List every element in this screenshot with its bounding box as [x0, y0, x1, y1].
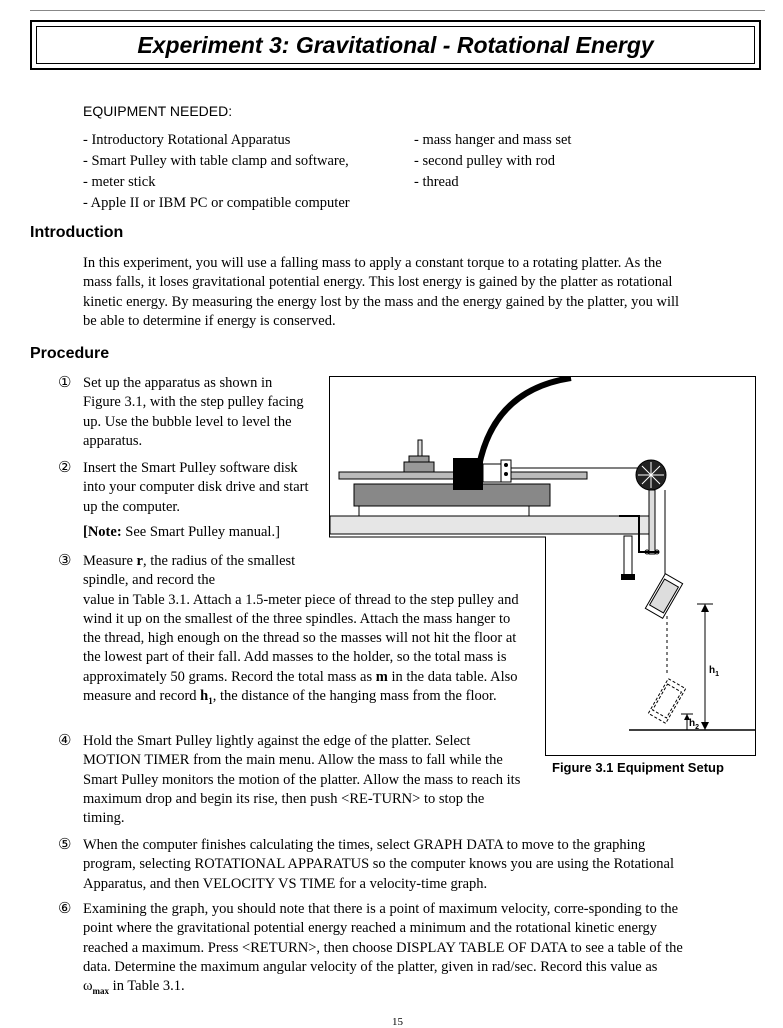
- equipment-setup-figure: [329, 376, 756, 756]
- step-1-text: Set up the apparatus as shown in Figure 3.1, with the step pulley facing up. Use the bubble level to level the apparatus.: [83, 375, 304, 449]
- list-item: - Introductory Rotational Apparatus: [83, 132, 291, 148]
- step-number: ①: [58, 375, 72, 391]
- list-item: - second pulley with rod: [414, 153, 555, 169]
- step-number: ⑥: [58, 901, 72, 917]
- list-item: - Apple II or IBM PC or compatible computer: [83, 195, 350, 211]
- equipment-list-left: [83, 130, 350, 214]
- figure-caption: Figure 3.1 Equipment Setup: [552, 760, 724, 775]
- table-top: [330, 516, 650, 534]
- h2-label: $h_2$: [689, 718, 700, 731]
- step-number: ④: [58, 733, 72, 749]
- step-number: ②: [58, 460, 72, 476]
- hanging-mass-bottom: [648, 679, 685, 724]
- procedure-heading: Procedure: [30, 345, 110, 362]
- equipment-heading: EQUIPMENT NEEDED:: [83, 103, 233, 119]
- step-3-text-top: Measure r, the radius of the smallest spindle, and record the: [83, 553, 296, 589]
- list-item: - mass hanger and mass set: [414, 132, 572, 148]
- note-text: See Smart Pulley manual.]: [121, 524, 280, 540]
- list-item: - Smart Pulley with table clamp and software,: [83, 153, 349, 169]
- page-title: Experiment 3: Gravitational - Rotational Energy: [36, 26, 755, 64]
- step-pulley: [404, 462, 434, 472]
- pulley-rod: [649, 490, 655, 554]
- h1-label: $h_1$: [709, 665, 720, 678]
- step-5-text: When the computer finishes calculating the times, select GRAPH DATA to move to the graphing program, selecting ROTATIONAL APPARATUS so the computer knows you are using the Rotational Apparatus, and then VELOCITY VS TIME for a velocity-time graph.: [83, 837, 674, 892]
- note-label: [Note:: [83, 524, 122, 540]
- introduction-heading: Introduction: [30, 224, 124, 241]
- note: [83, 523, 311, 542]
- step-number: ③: [58, 553, 72, 569]
- step-6-text: Examining the graph, you should note that there is a point of maximum velocity, corre-sponding to the point where the gravitational potential energy reached a minimum and the rotational kinetic energy reached a maximum. Press <RETURN>, then choose DISPLAY TABLE OF DATA to see a table of the data. Determine the maximum angular velocity of the platter, given in rad/sec. Record this value as $\omega_{max}$ in Table 3.1.: [83, 901, 683, 997]
- step-4-text: Hold the Smart Pulley lightly against the edge of the platter. Select MOTION TIMER from the main menu. Allow the mass to fall while the Smart Pulley monitors the motion of the platter. Allow the mass to reach its maximum drop and begin its rise, then push <RE-TURN> to stop the timing.: [83, 733, 521, 827]
- apparatus-base: [354, 484, 550, 506]
- list-item: - thread: [414, 174, 459, 190]
- page-number: 15: [392, 1016, 403, 1028]
- step-number: ⑤: [58, 837, 72, 853]
- title-frame: [30, 20, 761, 70]
- step-2-text: Insert the Smart Pulley software disk into your computer disk drive and start up the computer.: [83, 460, 309, 515]
- cable: [479, 378, 571, 466]
- top-rule: [30, 10, 765, 11]
- figure-border: [330, 377, 756, 756]
- equipment-list-right: [414, 130, 571, 193]
- hanging-mass-top: [645, 574, 682, 619]
- list-item: - meter stick: [83, 174, 156, 190]
- step-3-text-bottom: value in Table 3.1. Attach a 1.5-meter piece of thread to the step pulley and wind it up on the smallest of the three spindles. Attach the mass hanger to the thread, high enough on the thread so the masses will not hit the floor at the lowest part of their fall. Add masses to the holder, so the total mass is approximately 50 grams. Record the total mass as m in the data table. Also measure and record $h_1$, the distance of the hanging mass from the floor.: [83, 591, 519, 706]
- introduction-text: In this experiment, you will use a falling mass to apply a constant torque to a rotating platter. As the mass falls, it loses gravitational potential energy. This lost energy is gained by the platter as rotational kinetic energy. By measuring the energy lost by the mass and the energy gained by the platter, you will be able to determine if energy is conserved.: [83, 255, 680, 329]
